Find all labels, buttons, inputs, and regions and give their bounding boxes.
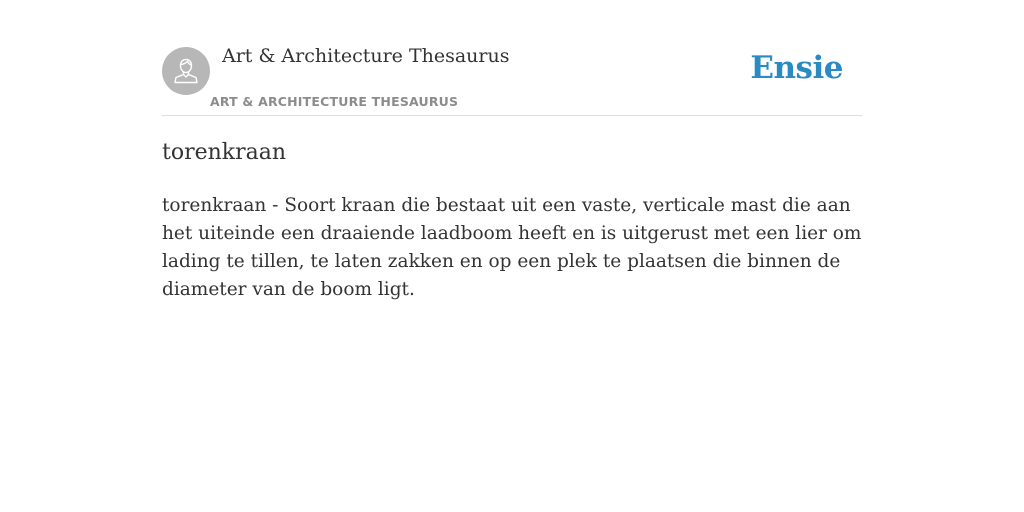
author-subtitle: ART & ARCHITECTURE THESAURUS	[210, 94, 459, 109]
author-name[interactable]: Art & Architecture Thesaurus	[222, 45, 510, 67]
entry-definition: torenkraan - Soort kraan die bestaat uit een vaste, verticale mast die aan het uiteinde een draaiende laadboom heeft en is uitgerust met een lier om lading te tillen, te laten zakken en op een plek te plaatsen die binnen de diameter van de boom ligt.	[162, 195, 862, 300]
page-container	[162, 0, 862, 300]
entry-title: torenkraan	[162, 140, 287, 165]
user-icon	[171, 56, 201, 86]
ensie-logo[interactable]: Ensie	[750, 50, 843, 86]
avatar[interactable]	[162, 47, 210, 95]
author-header	[162, 0, 862, 116]
